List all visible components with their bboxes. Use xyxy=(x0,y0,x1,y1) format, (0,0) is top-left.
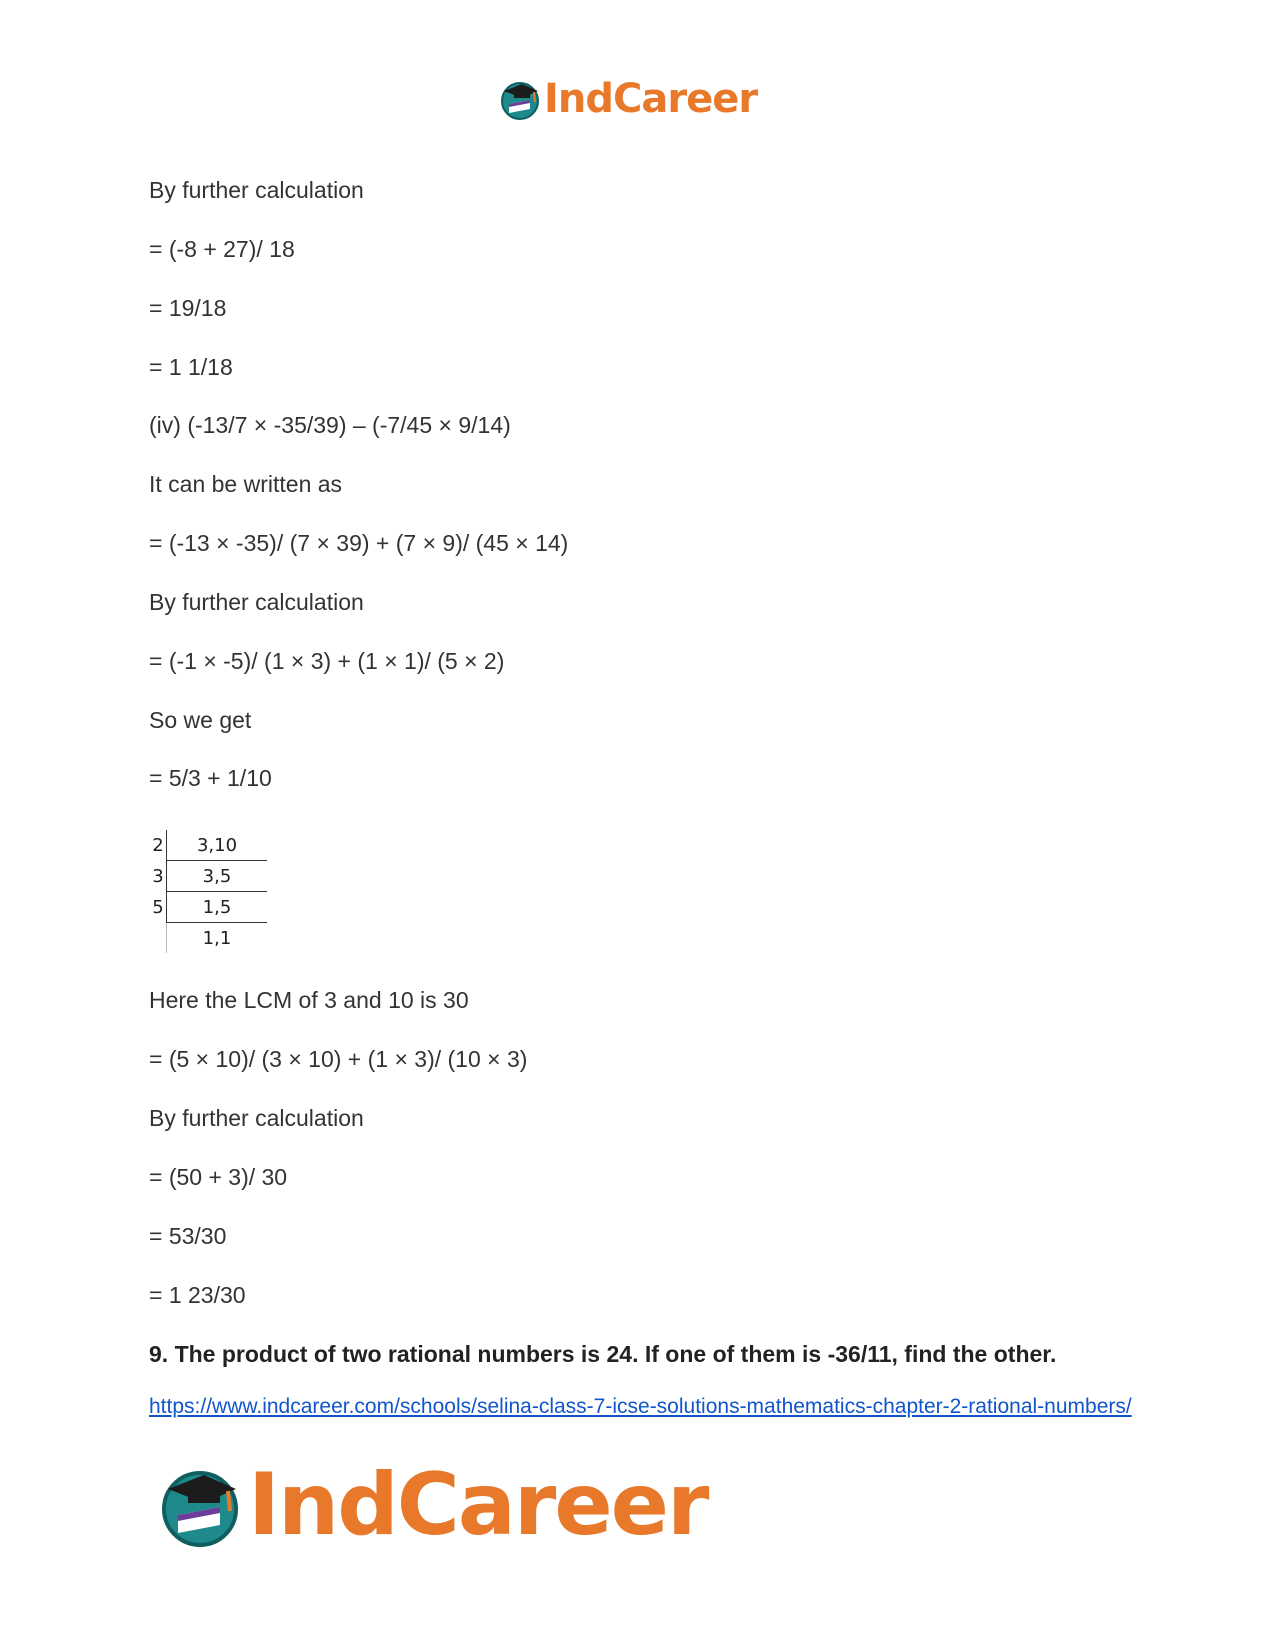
text-line: = 19/18 xyxy=(149,295,227,321)
quotient-cell: 3,5 xyxy=(167,861,268,892)
logo-text: IndCareer xyxy=(248,1455,708,1555)
divisor-cell: 3 xyxy=(150,861,167,892)
table-row xyxy=(150,892,267,923)
text-line: Here the LCM of 3 and 10 is 30 xyxy=(149,987,469,1013)
text-line: By further calculation xyxy=(149,1105,364,1131)
text-line: It can be written as xyxy=(149,471,343,497)
logo-text: IndCareer xyxy=(544,76,758,122)
text-line: = 5/3 + 1/10 xyxy=(149,765,272,791)
source-link[interactable]: https://www.indcareer.com/schools/selina-class-7-icse-solutions-mathematics-chapter-2-rational-numbers/ xyxy=(149,1395,1132,1418)
divisor-cell xyxy=(150,923,167,954)
text-line: = 1 1/18 xyxy=(149,354,233,380)
text-line: = (50 + 3)/ 30 xyxy=(149,1164,288,1190)
text-line: = (-8 + 27)/ 18 xyxy=(149,236,295,262)
footer-logo xyxy=(160,1455,708,1555)
text-line: = 53/30 xyxy=(149,1223,227,1249)
text-line: = (-13 × -35)/ (7 × 39) + (7 × 9)/ (45 × 14) xyxy=(149,530,569,556)
quotient-cell: 1,1 xyxy=(202,927,232,949)
text-line: = (5 × 10)/ (3 × 10) + (1 × 3)/ (10 × 3) xyxy=(149,1046,528,1072)
table-row xyxy=(150,923,267,954)
question-heading: 9. The product of two rational numbers is 24. If one of them is -36/11, find the other. xyxy=(149,1341,1057,1367)
text-line: By further calculation xyxy=(149,589,364,615)
divisor-cell: 2 xyxy=(150,830,167,861)
text-line: = 1 23/30 xyxy=(149,1282,246,1308)
header-logo xyxy=(500,78,757,120)
text-line: So we get xyxy=(149,707,252,733)
quotient-cell: 1,5 xyxy=(167,892,268,923)
lcm-division-table xyxy=(150,830,267,953)
table-row xyxy=(150,861,267,892)
graduation-cap-icon xyxy=(160,1463,244,1547)
text-line: = (-1 × -5)/ (1 × 3) + (1 × 1)/ (5 × 2) xyxy=(149,648,505,674)
text-line: (iv) (-13/7 × -35/39) – (-7/45 × 9/14) xyxy=(149,412,511,438)
quotient-cell: 3,10 xyxy=(167,830,268,861)
divisor-cell: 5 xyxy=(150,892,167,923)
text-line: By further calculation xyxy=(149,177,364,203)
table-row xyxy=(150,830,267,861)
graduation-cap-icon xyxy=(500,78,542,120)
